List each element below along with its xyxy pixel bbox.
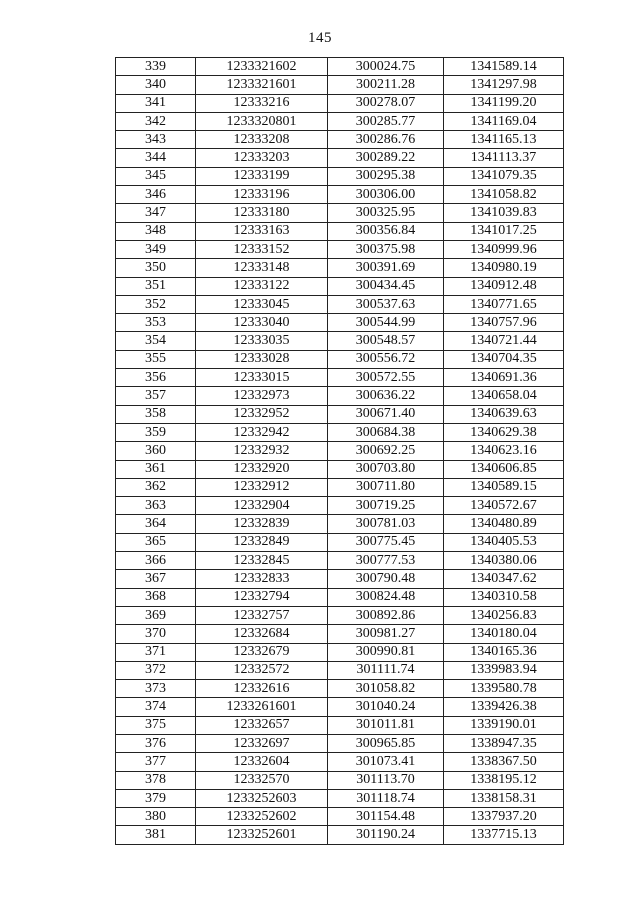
table-row: [116, 643, 564, 661]
table-row: [116, 131, 564, 149]
y-coordinate-cell: 1338947.35: [444, 734, 564, 752]
x-coordinate-cell: 300024.75: [328, 58, 444, 76]
point-number-cell: 348: [116, 222, 196, 240]
y-coordinate-cell: 1341113.37: [444, 149, 564, 167]
point-id-cell: 12332697: [196, 734, 328, 752]
point-number-cell: 374: [116, 698, 196, 716]
x-coordinate-cell: 300990.81: [328, 643, 444, 661]
point-number-cell: 349: [116, 240, 196, 258]
point-number-cell: 379: [116, 789, 196, 807]
point-number-cell: 346: [116, 186, 196, 204]
table-row: [116, 789, 564, 807]
table-row: [116, 277, 564, 295]
point-number-cell: 381: [116, 826, 196, 844]
point-id-cell: 1233320801: [196, 112, 328, 130]
coordinates-table: [115, 57, 564, 845]
table-row: [116, 826, 564, 844]
point-id-cell: 12333152: [196, 240, 328, 258]
y-coordinate-cell: 1340691.36: [444, 369, 564, 387]
table-row: [116, 112, 564, 130]
table-row: [116, 442, 564, 460]
point-id-cell: 12332679: [196, 643, 328, 661]
y-coordinate-cell: 1337937.20: [444, 808, 564, 826]
point-id-cell: 12332942: [196, 423, 328, 441]
table-row: [116, 259, 564, 277]
x-coordinate-cell: 300572.55: [328, 369, 444, 387]
x-coordinate-cell: 300775.45: [328, 533, 444, 551]
point-number-cell: 370: [116, 625, 196, 643]
table-row: [116, 204, 564, 222]
point-id-cell: 12333180: [196, 204, 328, 222]
y-coordinate-cell: 1340757.96: [444, 314, 564, 332]
x-coordinate-cell: 300684.38: [328, 423, 444, 441]
y-coordinate-cell: 1340980.19: [444, 259, 564, 277]
point-id-cell: 12332794: [196, 588, 328, 606]
point-number-cell: 375: [116, 716, 196, 734]
x-coordinate-cell: 300325.95: [328, 204, 444, 222]
table-row: [116, 515, 564, 533]
table-row: [116, 369, 564, 387]
table-row: [116, 570, 564, 588]
y-coordinate-cell: 1340380.06: [444, 552, 564, 570]
x-coordinate-cell: 300703.80: [328, 460, 444, 478]
point-id-cell: 12333122: [196, 277, 328, 295]
x-coordinate-cell: 300211.28: [328, 76, 444, 94]
point-number-cell: 353: [116, 314, 196, 332]
point-number-cell: 369: [116, 606, 196, 624]
point-number-cell: 366: [116, 552, 196, 570]
x-coordinate-cell: 300781.03: [328, 515, 444, 533]
point-id-cell: 1233252603: [196, 789, 328, 807]
x-coordinate-cell: 301058.82: [328, 680, 444, 698]
point-number-cell: 372: [116, 661, 196, 679]
point-number-cell: 361: [116, 460, 196, 478]
point-number-cell: 376: [116, 734, 196, 752]
x-coordinate-cell: 301113.70: [328, 771, 444, 789]
y-coordinate-cell: 1340721.44: [444, 332, 564, 350]
y-coordinate-cell: 1338195.12: [444, 771, 564, 789]
point-number-cell: 378: [116, 771, 196, 789]
point-number-cell: 342: [116, 112, 196, 130]
x-coordinate-cell: 300537.63: [328, 295, 444, 313]
x-coordinate-cell: 301073.41: [328, 753, 444, 771]
point-number-cell: 350: [116, 259, 196, 277]
point-number-cell: 354: [116, 332, 196, 350]
y-coordinate-cell: 1340623.16: [444, 442, 564, 460]
table-row: [116, 533, 564, 551]
y-coordinate-cell: 1337715.13: [444, 826, 564, 844]
table-row: [116, 661, 564, 679]
x-coordinate-cell: 301118.74: [328, 789, 444, 807]
x-coordinate-cell: 300711.80: [328, 478, 444, 496]
point-number-cell: 340: [116, 76, 196, 94]
x-coordinate-cell: 300965.85: [328, 734, 444, 752]
table-row: [116, 58, 564, 76]
point-number-cell: 360: [116, 442, 196, 460]
x-coordinate-cell: 300692.25: [328, 442, 444, 460]
point-number-cell: 380: [116, 808, 196, 826]
point-id-cell: 12332973: [196, 387, 328, 405]
y-coordinate-cell: 1341169.04: [444, 112, 564, 130]
x-coordinate-cell: 300434.45: [328, 277, 444, 295]
y-coordinate-cell: 1340572.67: [444, 497, 564, 515]
point-number-cell: 368: [116, 588, 196, 606]
y-coordinate-cell: 1340912.48: [444, 277, 564, 295]
table-row: [116, 240, 564, 258]
table-row: [116, 423, 564, 441]
x-coordinate-cell: 300556.72: [328, 350, 444, 368]
y-coordinate-cell: 1340999.96: [444, 240, 564, 258]
y-coordinate-cell: 1339426.38: [444, 698, 564, 716]
point-id-cell: 12332932: [196, 442, 328, 460]
point-id-cell: 1233261601: [196, 698, 328, 716]
x-coordinate-cell: 300295.38: [328, 167, 444, 185]
coordinates-table-body: [116, 58, 564, 845]
point-id-cell: 12333045: [196, 295, 328, 313]
y-coordinate-cell: 1340405.53: [444, 533, 564, 551]
point-id-cell: 12332904: [196, 497, 328, 515]
y-coordinate-cell: 1339580.78: [444, 680, 564, 698]
table-row: [116, 350, 564, 368]
table-row: [116, 460, 564, 478]
point-id-cell: 12332616: [196, 680, 328, 698]
table-row: [116, 478, 564, 496]
point-number-cell: 355: [116, 350, 196, 368]
table-row: [116, 497, 564, 515]
point-id-cell: 12332684: [196, 625, 328, 643]
x-coordinate-cell: 300719.25: [328, 497, 444, 515]
x-coordinate-cell: 300981.27: [328, 625, 444, 643]
y-coordinate-cell: 1341165.13: [444, 131, 564, 149]
table-row: [116, 149, 564, 167]
x-coordinate-cell: 301190.24: [328, 826, 444, 844]
x-coordinate-cell: 300289.22: [328, 149, 444, 167]
x-coordinate-cell: 300391.69: [328, 259, 444, 277]
y-coordinate-cell: 1340771.65: [444, 295, 564, 313]
y-coordinate-cell: 1341017.25: [444, 222, 564, 240]
y-coordinate-cell: 1341058.82: [444, 186, 564, 204]
point-id-cell: 12332604: [196, 753, 328, 771]
x-coordinate-cell: 301011.81: [328, 716, 444, 734]
point-number-cell: 362: [116, 478, 196, 496]
point-id-cell: 12332839: [196, 515, 328, 533]
y-coordinate-cell: 1340639.63: [444, 405, 564, 423]
point-id-cell: 12333199: [196, 167, 328, 185]
x-coordinate-cell: 300285.77: [328, 112, 444, 130]
x-coordinate-cell: 300548.57: [328, 332, 444, 350]
x-coordinate-cell: 300824.48: [328, 588, 444, 606]
x-coordinate-cell: 300544.99: [328, 314, 444, 332]
point-id-cell: 12332657: [196, 716, 328, 734]
point-id-cell: 12332849: [196, 533, 328, 551]
table-row: [116, 734, 564, 752]
y-coordinate-cell: 1340165.36: [444, 643, 564, 661]
point-id-cell: 12333203: [196, 149, 328, 167]
table-row: [116, 698, 564, 716]
y-coordinate-cell: 1340606.85: [444, 460, 564, 478]
y-coordinate-cell: 1338367.50: [444, 753, 564, 771]
point-id-cell: 12333040: [196, 314, 328, 332]
point-id-cell: 12332572: [196, 661, 328, 679]
y-coordinate-cell: 1340589.15: [444, 478, 564, 496]
y-coordinate-cell: 1340629.38: [444, 423, 564, 441]
x-coordinate-cell: 300286.76: [328, 131, 444, 149]
table-row: [116, 808, 564, 826]
table-row: [116, 405, 564, 423]
point-number-cell: 364: [116, 515, 196, 533]
point-id-cell: 12333148: [196, 259, 328, 277]
x-coordinate-cell: 300892.86: [328, 606, 444, 624]
table-row: [116, 332, 564, 350]
x-coordinate-cell: 301154.48: [328, 808, 444, 826]
point-id-cell: 12332845: [196, 552, 328, 570]
y-coordinate-cell: 1339983.94: [444, 661, 564, 679]
y-coordinate-cell: 1341079.35: [444, 167, 564, 185]
point-number-cell: 343: [116, 131, 196, 149]
y-coordinate-cell: 1341589.14: [444, 58, 564, 76]
page-number: 145: [308, 30, 332, 46]
point-number-cell: 371: [116, 643, 196, 661]
y-coordinate-cell: 1338158.31: [444, 789, 564, 807]
point-number-cell: 347: [116, 204, 196, 222]
point-id-cell: 1233252601: [196, 826, 328, 844]
table-row: [116, 552, 564, 570]
y-coordinate-cell: 1341039.83: [444, 204, 564, 222]
x-coordinate-cell: 300306.00: [328, 186, 444, 204]
table-row: [116, 771, 564, 789]
table-row: [116, 625, 564, 643]
point-number-cell: 339: [116, 58, 196, 76]
point-id-cell: 12332833: [196, 570, 328, 588]
point-number-cell: 367: [116, 570, 196, 588]
point-number-cell: 341: [116, 94, 196, 112]
y-coordinate-cell: 1340480.89: [444, 515, 564, 533]
point-number-cell: 356: [116, 369, 196, 387]
y-coordinate-cell: 1341199.20: [444, 94, 564, 112]
table-row: [116, 314, 564, 332]
table-row: [116, 295, 564, 313]
point-id-cell: 12333163: [196, 222, 328, 240]
point-number-cell: 344: [116, 149, 196, 167]
y-coordinate-cell: 1340180.04: [444, 625, 564, 643]
point-number-cell: 351: [116, 277, 196, 295]
y-coordinate-cell: 1340310.58: [444, 588, 564, 606]
point-id-cell: 1233252602: [196, 808, 328, 826]
point-id-cell: 12332570: [196, 771, 328, 789]
point-number-cell: 377: [116, 753, 196, 771]
point-id-cell: 12333216: [196, 94, 328, 112]
point-number-cell: 365: [116, 533, 196, 551]
table-row: [116, 716, 564, 734]
table-row: [116, 606, 564, 624]
table-row: [116, 94, 564, 112]
y-coordinate-cell: 1340704.35: [444, 350, 564, 368]
point-number-cell: 357: [116, 387, 196, 405]
x-coordinate-cell: 300777.53: [328, 552, 444, 570]
point-number-cell: 352: [116, 295, 196, 313]
point-id-cell: 1233321601: [196, 76, 328, 94]
y-coordinate-cell: 1339190.01: [444, 716, 564, 734]
x-coordinate-cell: 300636.22: [328, 387, 444, 405]
table-row: [116, 588, 564, 606]
table-row: [116, 186, 564, 204]
point-id-cell: 12333015: [196, 369, 328, 387]
point-number-cell: 345: [116, 167, 196, 185]
table-row: [116, 387, 564, 405]
y-coordinate-cell: 1340347.62: [444, 570, 564, 588]
point-number-cell: 359: [116, 423, 196, 441]
point-id-cell: 12332952: [196, 405, 328, 423]
table-row: [116, 753, 564, 771]
table-row: [116, 76, 564, 94]
x-coordinate-cell: 300790.48: [328, 570, 444, 588]
y-coordinate-cell: 1341297.98: [444, 76, 564, 94]
x-coordinate-cell: 301040.24: [328, 698, 444, 716]
point-number-cell: 363: [116, 497, 196, 515]
point-id-cell: 1233321602: [196, 58, 328, 76]
point-id-cell: 12333028: [196, 350, 328, 368]
point-id-cell: 12333035: [196, 332, 328, 350]
x-coordinate-cell: 300356.84: [328, 222, 444, 240]
x-coordinate-cell: 300278.07: [328, 94, 444, 112]
point-number-cell: 358: [116, 405, 196, 423]
x-coordinate-cell: 300671.40: [328, 405, 444, 423]
y-coordinate-cell: 1340256.83: [444, 606, 564, 624]
table-row: [116, 222, 564, 240]
point-id-cell: 12333208: [196, 131, 328, 149]
y-coordinate-cell: 1340658.04: [444, 387, 564, 405]
point-id-cell: 12332912: [196, 478, 328, 496]
point-id-cell: 12332920: [196, 460, 328, 478]
x-coordinate-cell: 300375.98: [328, 240, 444, 258]
point-id-cell: 12332757: [196, 606, 328, 624]
table-row: [116, 167, 564, 185]
table-row: [116, 680, 564, 698]
point-id-cell: 12333196: [196, 186, 328, 204]
x-coordinate-cell: 301111.74: [328, 661, 444, 679]
point-number-cell: 373: [116, 680, 196, 698]
